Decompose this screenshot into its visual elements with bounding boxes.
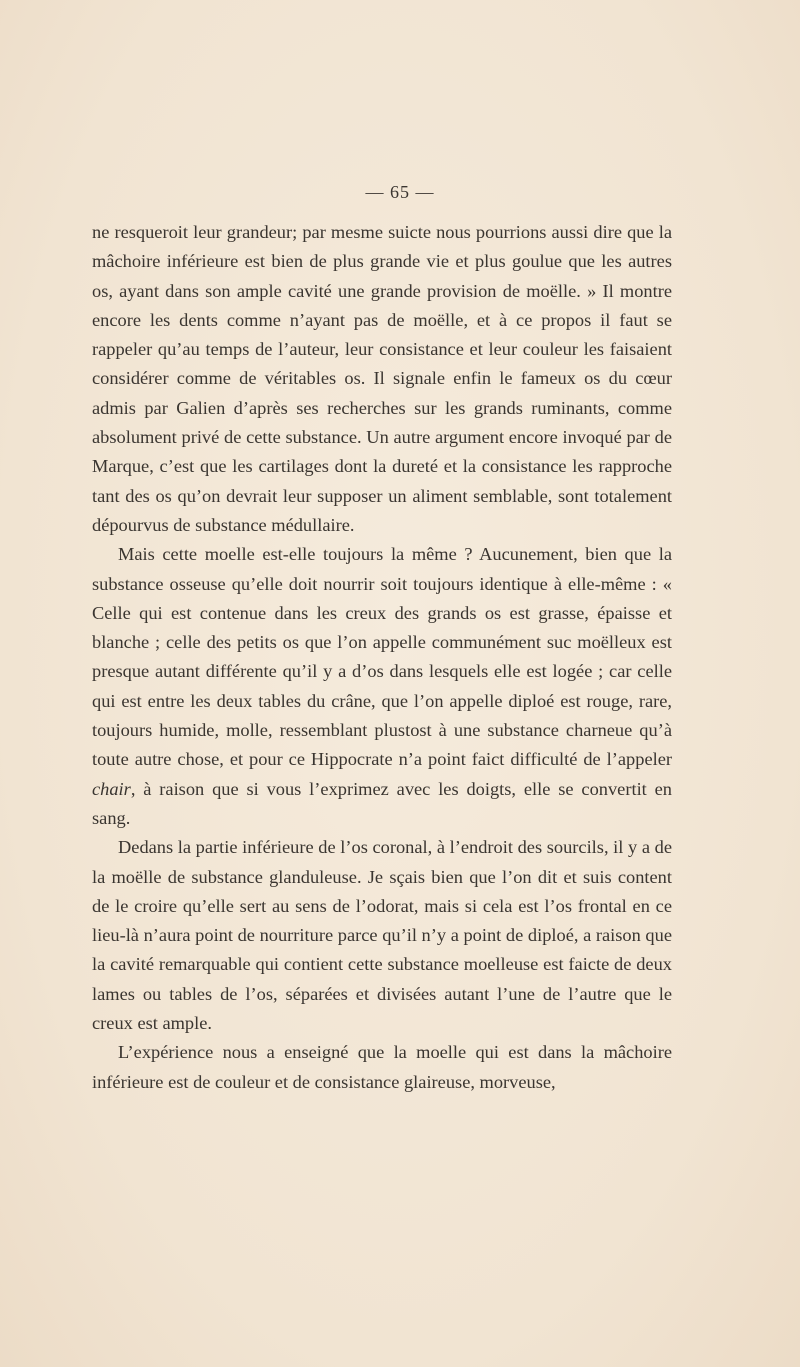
paragraph-2-italic-word: chair — [92, 778, 131, 799]
paragraph-2-text: Mais cette moelle est-elle toujours la même ? Aucunement, bien que la substance osseuse qu’elle doit nourrir soit toujours identique à elle-même : « Celle qui est contenue dans les creux des grands os est grasse, épaisse et blanche ; celle des petits os que l’on appelle communément suc moëlleux est presque autant différente qu’il y a d’os dans lesquels elle est logée ; car celle qui est entre les deux tables du crâne, que l’on appelle diploé est rouge, rare, toujours humide, molle, ressemblant plustost à une substance charneue qu’à toute autre chose, et pour ce Hippocrate n’a point faict difficulté de l’appeler — [92, 544, 672, 770]
paragraph-2-text-end: , à raison que si vous l’exprimez avec les doigts, elle se convertit en sang. — [92, 778, 672, 828]
paragraph-1-text: ne resqueroit leur grandeur; par mesme suicte nous pourrions aussi dire que la mâchoire inférieure est bien de plus grande vie et plus goulue que les autres os, ayant dans son ample cavité une grande provision de moëlle. » Il montre encore les dents comme n’ayant pas de moëlle, et à ce propos il faut se rappeler qu’au temps de l’auteur, leur consistance et leur couleur les faisaient considérer comme de véritables os. Il signale enfin le fameux os du cœur admis par Galien d’après ses recherches sur les grands ruminants, comme absolument privé de cette substance. Un autre argument encore invoqué par de Marque, c’est que les cartilages dont la dureté et la consistance les rapproche tant des os qu’on devrait leur supposer un aliment semblable, sont totalement dépourvus de substance médullaire. — [92, 222, 672, 535]
paragraph-1 — [92, 218, 672, 540]
paragraph-4-text: L’expérience nous a enseigné que la moelle qui est dans la mâchoire inférieure est de couleur et de consistance glaireuse, morveuse, — [92, 1042, 672, 1092]
paragraph-3 — [92, 833, 672, 1038]
paragraph-2 — [92, 540, 672, 833]
paragraph-3-text: Dedans la partie inférieure de l’os coronal, à l’endroit des sourcils, il y a de la moëlle de substance glanduleuse. Je sçais bien que l’on dit et suis content de le croire qu’elle sert au sens de l’odorat, mais si cela est l’os frontal en ce lieu-là n’aura point de nourriture parce qu’il n’y a point de diploé, a raison que la cavité remarquable qui contient cette substance moelleuse est faicte de deux lames ou tables de l’os, séparées et divisées autant l’une de l’autre que le creux est ample. — [92, 837, 672, 1034]
body-text — [92, 218, 672, 1097]
paragraph-4 — [92, 1038, 672, 1097]
page-number: — 65 — — [365, 182, 435, 202]
